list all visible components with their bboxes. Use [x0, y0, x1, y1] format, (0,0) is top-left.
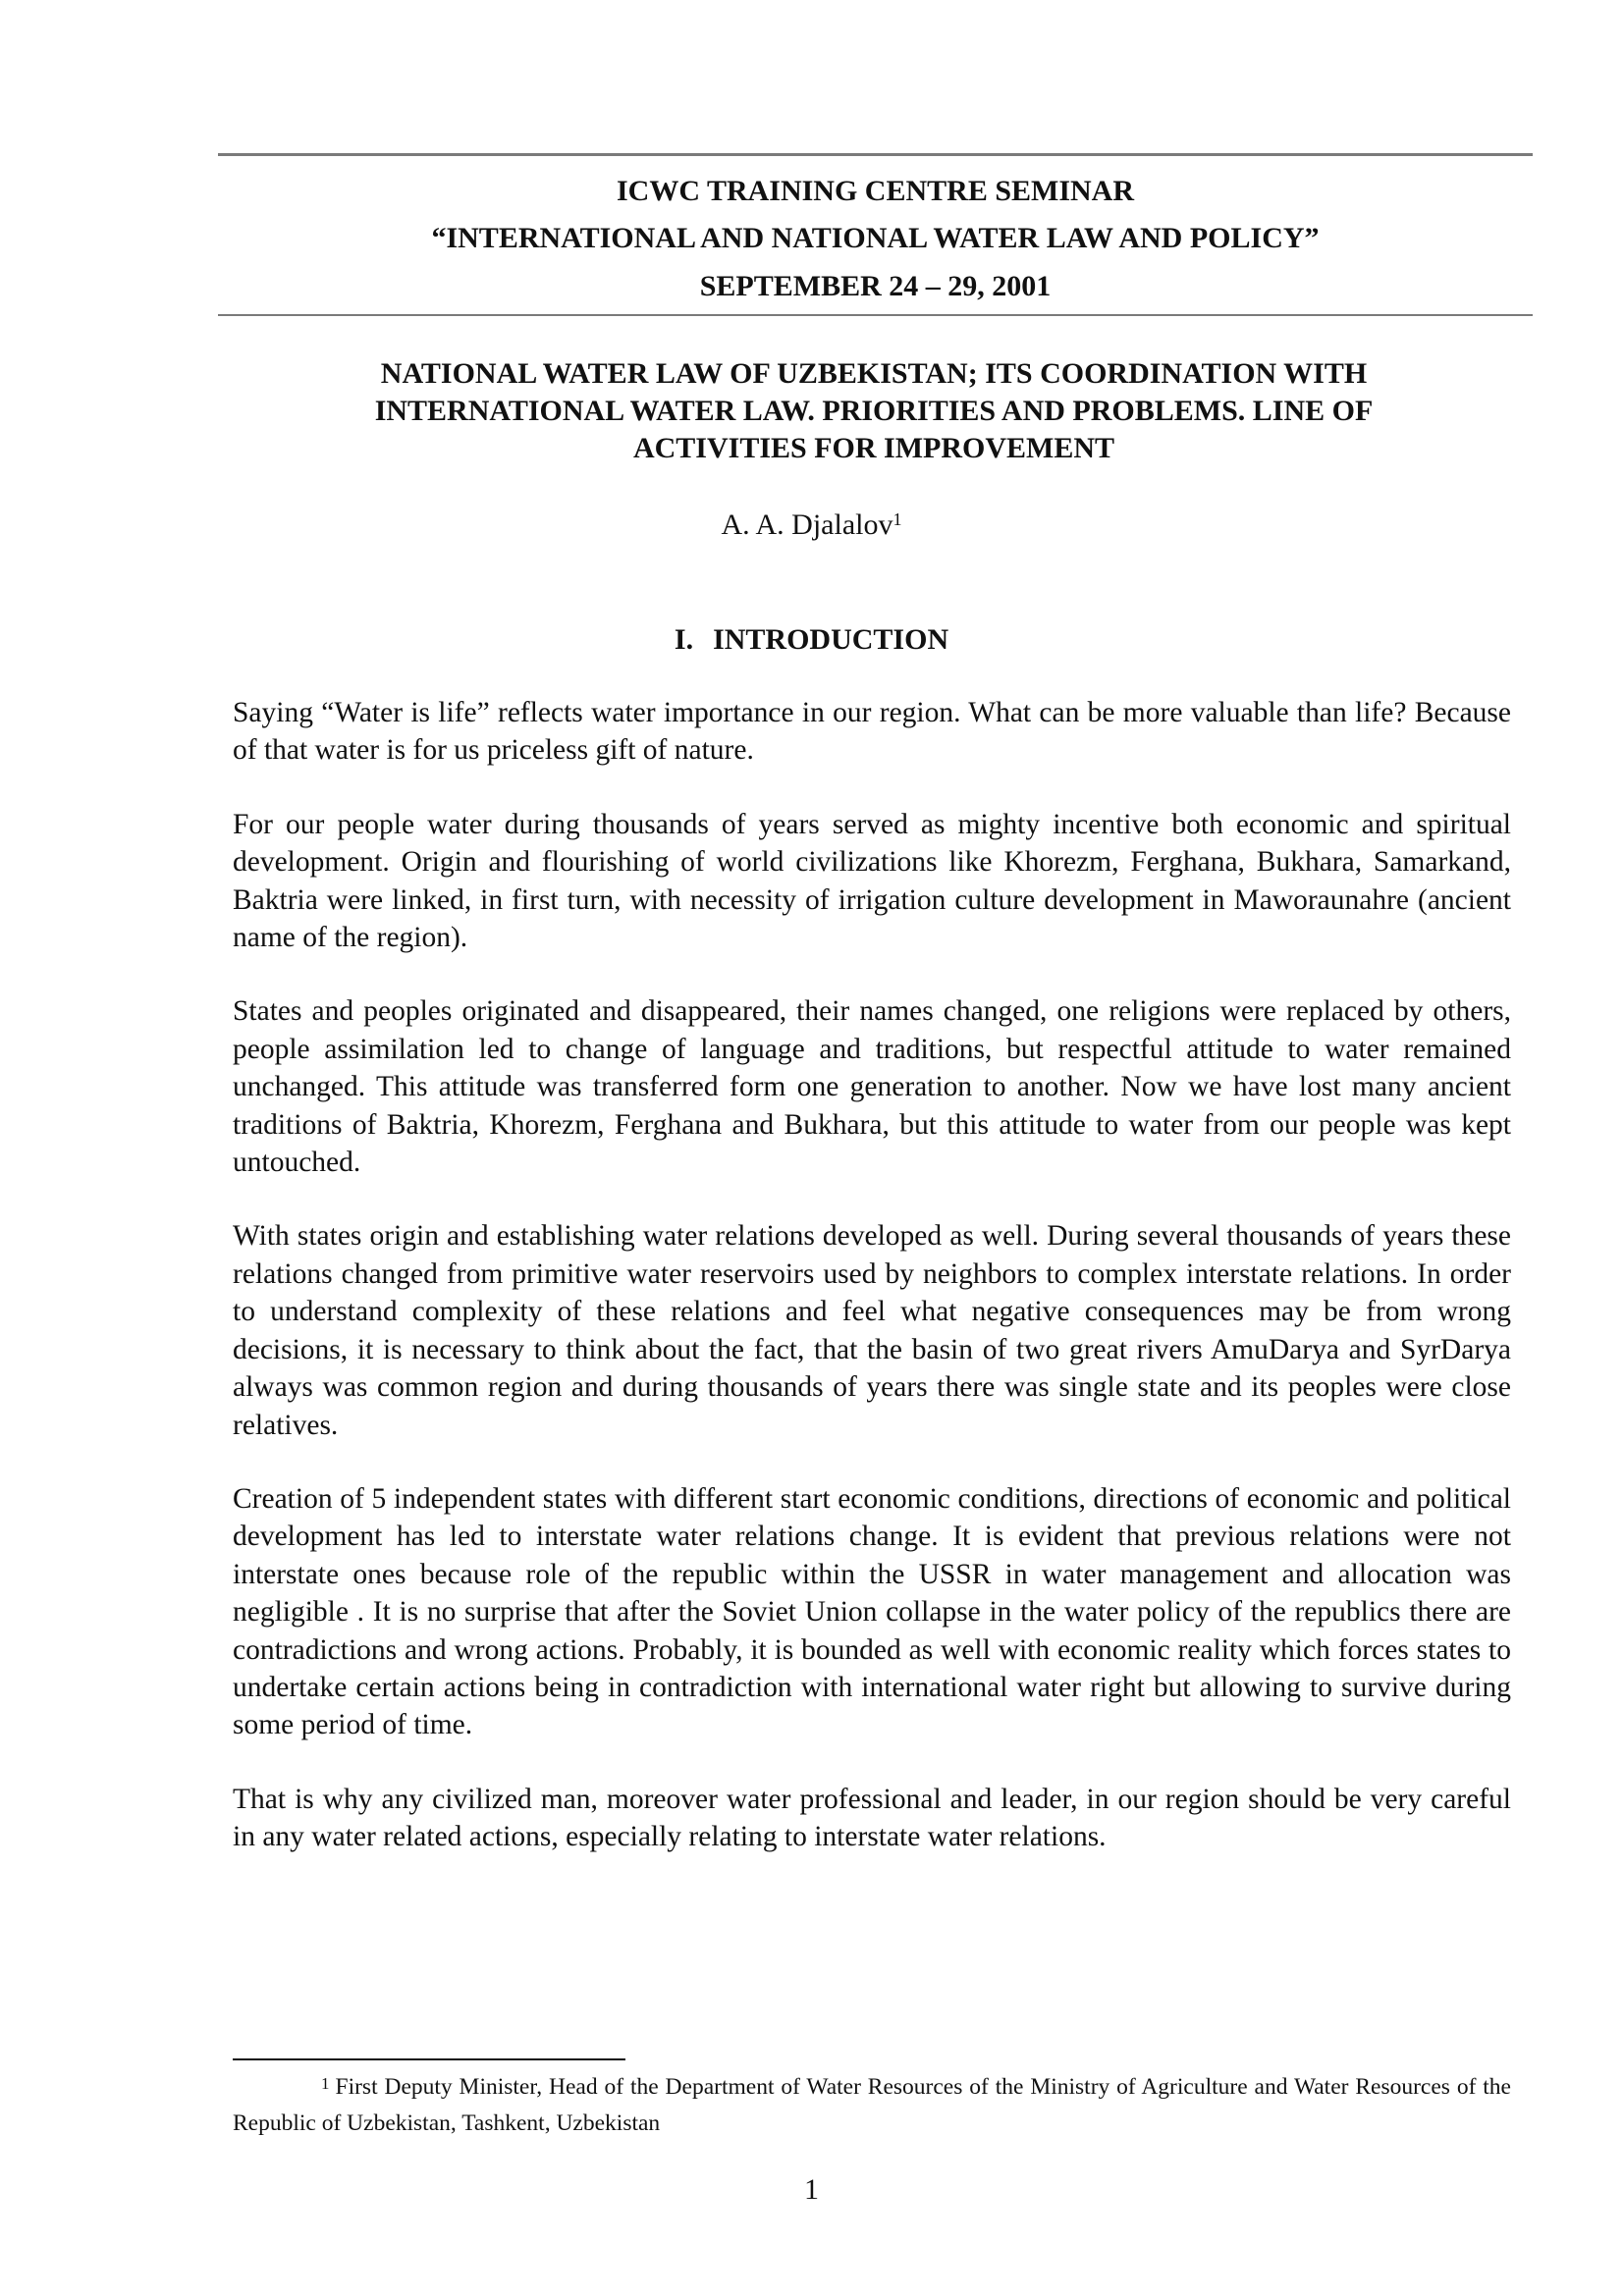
footnote-text: First Deputy Minister, Head of the Department of Water Resources of the Ministry of Agriculture and Water Resources of the Republic of Uzbekistan, Tashkent, Uzbekistan [233, 2074, 1511, 2136]
paragraph: Saying “Water is life” reflects water importance in our region. What can be more valuable than life? Because of that water is for us priceless gift of nature. [233, 697, 1511, 767]
seminar-subtitle: “INTERNATIONAL AND NATIONAL WATER LAW AND POLICY” [431, 222, 1320, 254]
section-title: INTRODUCTION [713, 623, 949, 656]
footnote [233, 2069, 1511, 2142]
page-number: 1 [804, 2173, 819, 2206]
section-number: I. [674, 623, 694, 656]
footnote-marker: 1 [321, 2074, 330, 2093]
section-heading [0, 622, 1623, 658]
paragraph: With states origin and establishing water relations developed as well. During several thousands of years these relations changed from primitive water reservoirs used by neighbors to complex interstate relations. In order to understand complexity of these relations and feel what negative consequences may be from wrong decisions, it is necessary to think about the fact, that the basin of two great rivers AmuDarya and SyrDarya always was common region and during thousands of years there was single state and its peoples were close relatives. [233, 1220, 1511, 1441]
paragraph: For our people water during thousands of years served as mighty incentive both economic and spiritual development. Origin and flourishing of world civilizations like Khorezm, Ferghana, Bukhara, Samarkand, Baktria were linked, in first turn, with necessity of irrigation culture development in Maworaunahre (ancient name of the region). [233, 808, 1511, 954]
seminar-dates: SEPTEMBER 24 – 29, 2001 [699, 270, 1052, 302]
paragraph: That is why any civilized man, moreover water professional and leader, in our region should be very careful in any water related actions, especially relating to interstate water relations. [233, 1783, 1511, 1853]
paragraph: Creation of 5 independent states with different start economic conditions, directions of economic and political development has led to interstate water relations change. It is evident that previous relations were not interstate ones because role of the republic within the USSR in water management and allocation was negligible . It is no surprise that after the Soviet Union collapse in the water policy of the republics there are contradictions and wrong actions. Probably, it is bounded as well with economic reality which forces states to undertake certain actions being in contradiction with international water right but allowing to survive during some period of time. [233, 1482, 1511, 1741]
seminar-title: ICWC TRAINING CENTRE SEMINAR [616, 175, 1135, 207]
paper-title [236, 355, 1512, 467]
footnote-separator [233, 2058, 625, 2060]
paragraph: States and peoples originated and disappeared, their names changed, one religions were replaced by others, people assimilation led to change of language and traditions, but respectful attitude to water remained unchanged. This attitude was transferred form one generation to another. Now we have lost many ancient traditions of Baktria, Khorezm, Ferghana and Bukhara, but this attitude to water from our people was kept untouched. [233, 995, 1511, 1179]
paper-title-line: ACTIVITIES FOR IMPROVEMENT [632, 432, 1115, 464]
paper-title-line: INTERNATIONAL WATER LAW. PRIORITIES AND PROBLEMS. LINE OF [374, 395, 1374, 427]
author-footnote-marker: 1 [893, 509, 902, 529]
body-text [233, 694, 1511, 1893]
seminar-header [218, 153, 1533, 316]
paper-title-line: NATIONAL WATER LAW OF UZBEKISTAN; ITS COORDINATION WITH [380, 357, 1368, 390]
author-line [0, 507, 1623, 543]
author-name: A. A. Djalalov [721, 508, 893, 541]
